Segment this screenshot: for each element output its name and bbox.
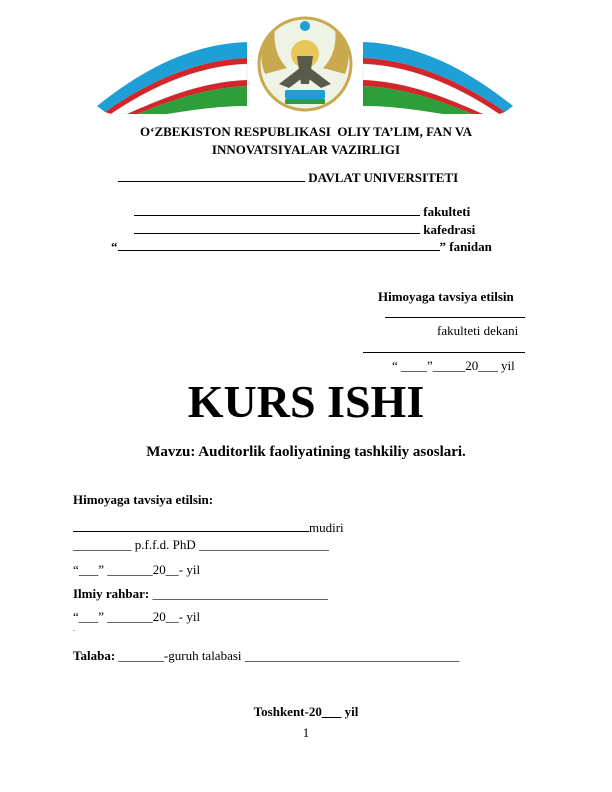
coat-of-arms (259, 18, 351, 110)
subject-label: ” fanidan (439, 239, 492, 254)
subject-open-quote: “ (111, 239, 118, 254)
department-head-blank (73, 518, 309, 532)
approval-top-blank-1 (385, 317, 525, 318)
ministry-line-2: INNOVATSIYALAR VAZIRLIGI (211, 142, 401, 157)
university-name-blank (118, 168, 305, 182)
topic-line: Mavzu: Auditorlik faoliyatining tashkiliy asoslari. (146, 444, 466, 460)
approval-top-title: Himoyaga tavsiya etilsin (378, 289, 514, 304)
approval-top-blank-2 (363, 352, 525, 353)
department-label: kafedrasi (423, 222, 476, 237)
faculty-blank (134, 202, 420, 216)
department-head-label: mudiri (309, 520, 344, 535)
university-label: DAVLAT UNIVERSITETI (308, 170, 459, 185)
dean-label: fakulteti dekani (437, 323, 519, 338)
student-line (73, 648, 459, 664)
degree-line: _________ p.f.f.d. PhD ____________________ (73, 537, 330, 552)
state-emblem-banner (97, 14, 513, 114)
student-group-text: _______-guruh talabasi _________________________________ (115, 648, 460, 663)
city-year-suffix: yil (341, 704, 359, 719)
supervisor-blank: ___________________________ (149, 586, 328, 601)
city-year-blank: ___ (321, 704, 342, 719)
date-line-1: “___” _______20__- yil (73, 562, 201, 577)
department-line (134, 220, 475, 238)
department-blank (134, 220, 420, 234)
student-label: Talaba: (73, 648, 116, 663)
subject-blank (118, 237, 440, 251)
supervisor-label: Ilmiy rahbar: (73, 586, 150, 601)
ministry-line-1: O‘ZBEKISTON RESPUBLIKASI OLIY TA’LIM, FAN VA (140, 124, 472, 139)
flag-ribbon-left (97, 42, 247, 114)
document-title: KURS ISHI (187, 376, 425, 427)
city-year-line (0, 704, 612, 720)
supervisor-line (73, 586, 328, 602)
faculty-line (134, 202, 470, 220)
approval-bottom-title: Himoyaga tavsiya etilsin: (73, 492, 214, 507)
approval-top-date: “ ____”_____20___ yil (392, 358, 515, 373)
faculty-label: fakulteti (423, 204, 471, 219)
page-number: 1 (302, 725, 310, 740)
date-line-2: “___” _______20__- yil (73, 609, 201, 624)
flag-ribbon-right (363, 42, 513, 114)
subject-line (111, 237, 492, 255)
university-line (118, 168, 458, 186)
department-head-line (73, 518, 344, 536)
city-prefix: Toshkent-20 (253, 704, 322, 719)
stray-dot: - (73, 628, 75, 634)
